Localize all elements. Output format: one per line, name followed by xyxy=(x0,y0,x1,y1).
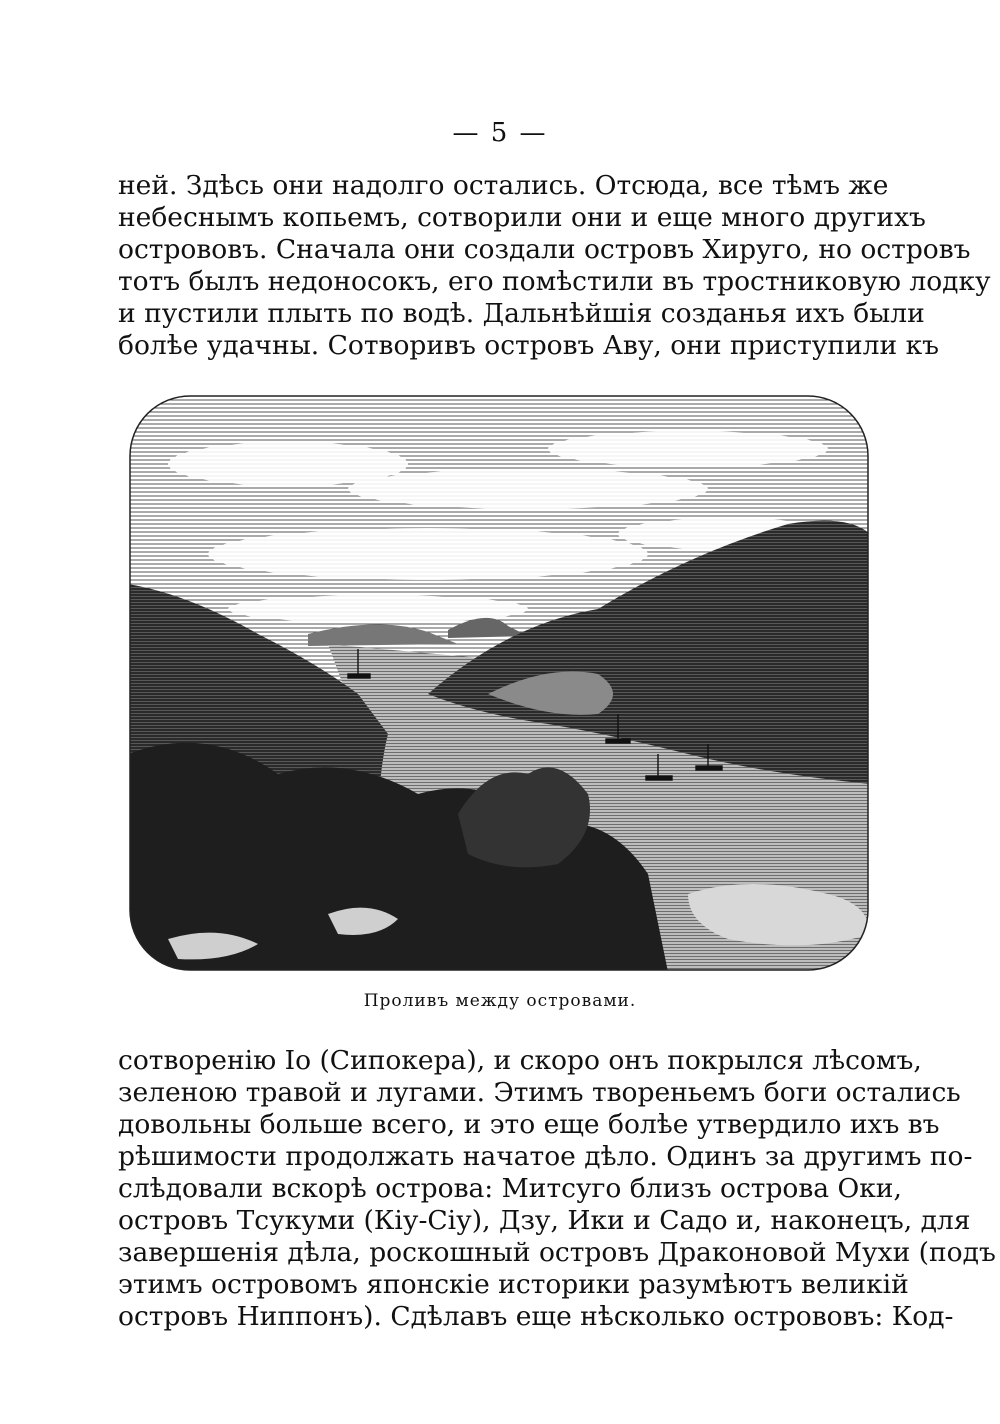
text-line: небеснымъ копьемъ, сотворили они и еще много другихъ xyxy=(118,202,926,233)
text-line: и пустили плыть по водѣ. Дальнѣйшія созданья ихъ были xyxy=(118,298,925,329)
text-line: довольны больше всего, и это еще болѣе утвердило ихъ въ xyxy=(118,1109,940,1140)
bottom-paragraph xyxy=(118,1045,996,1333)
text-line: зеленою травой и лугами. Этимъ твореньемъ боги остались xyxy=(118,1077,961,1108)
text-line: болѣе удачны. Сотворивъ островъ Аву, они приступили къ xyxy=(118,330,940,361)
top-paragraph xyxy=(118,170,991,362)
text-line: этимъ островомъ японскіе историки разумѣютъ великій xyxy=(118,1269,909,1300)
text-line: островъ Тсукуми (Кіу-Сіу), Дзу, Ики и Садо и, наконецъ, для xyxy=(118,1205,971,1236)
text-line: слѣдовали вскорѣ острова: Митсуго близъ острова Оки, xyxy=(118,1173,902,1204)
text-line: тотъ былъ недоносокъ, его помѣстили въ тростниковую лодку xyxy=(118,266,991,297)
text-line: сотворенію Іо (Сипокера), и скоро онъ покрылся лѣсомъ, xyxy=(118,1045,922,1076)
page-number: — 5 — xyxy=(452,118,548,148)
figure-caption: Проливъ между островами. xyxy=(363,991,637,1011)
text-line: островъ Ниппонъ). Сдѣлавъ еще нѣсколько острововъ: Код- xyxy=(118,1301,954,1332)
engraving-illustration xyxy=(128,394,870,972)
text-line: ней. Здѣсь они надолго остались. Отсюда, все тѣмъ же xyxy=(118,170,889,201)
text-line: рѣшимости продолжать начатое дѣло. Одинъ за другимъ по- xyxy=(118,1141,973,1172)
text-line: завершенія дѣла, роскошный островъ Драконовой Мухи (подъ xyxy=(118,1237,996,1268)
text-line: острововъ. Сначала они создали островъ Хируго, но островъ xyxy=(118,234,971,265)
engraving-image xyxy=(128,394,870,972)
